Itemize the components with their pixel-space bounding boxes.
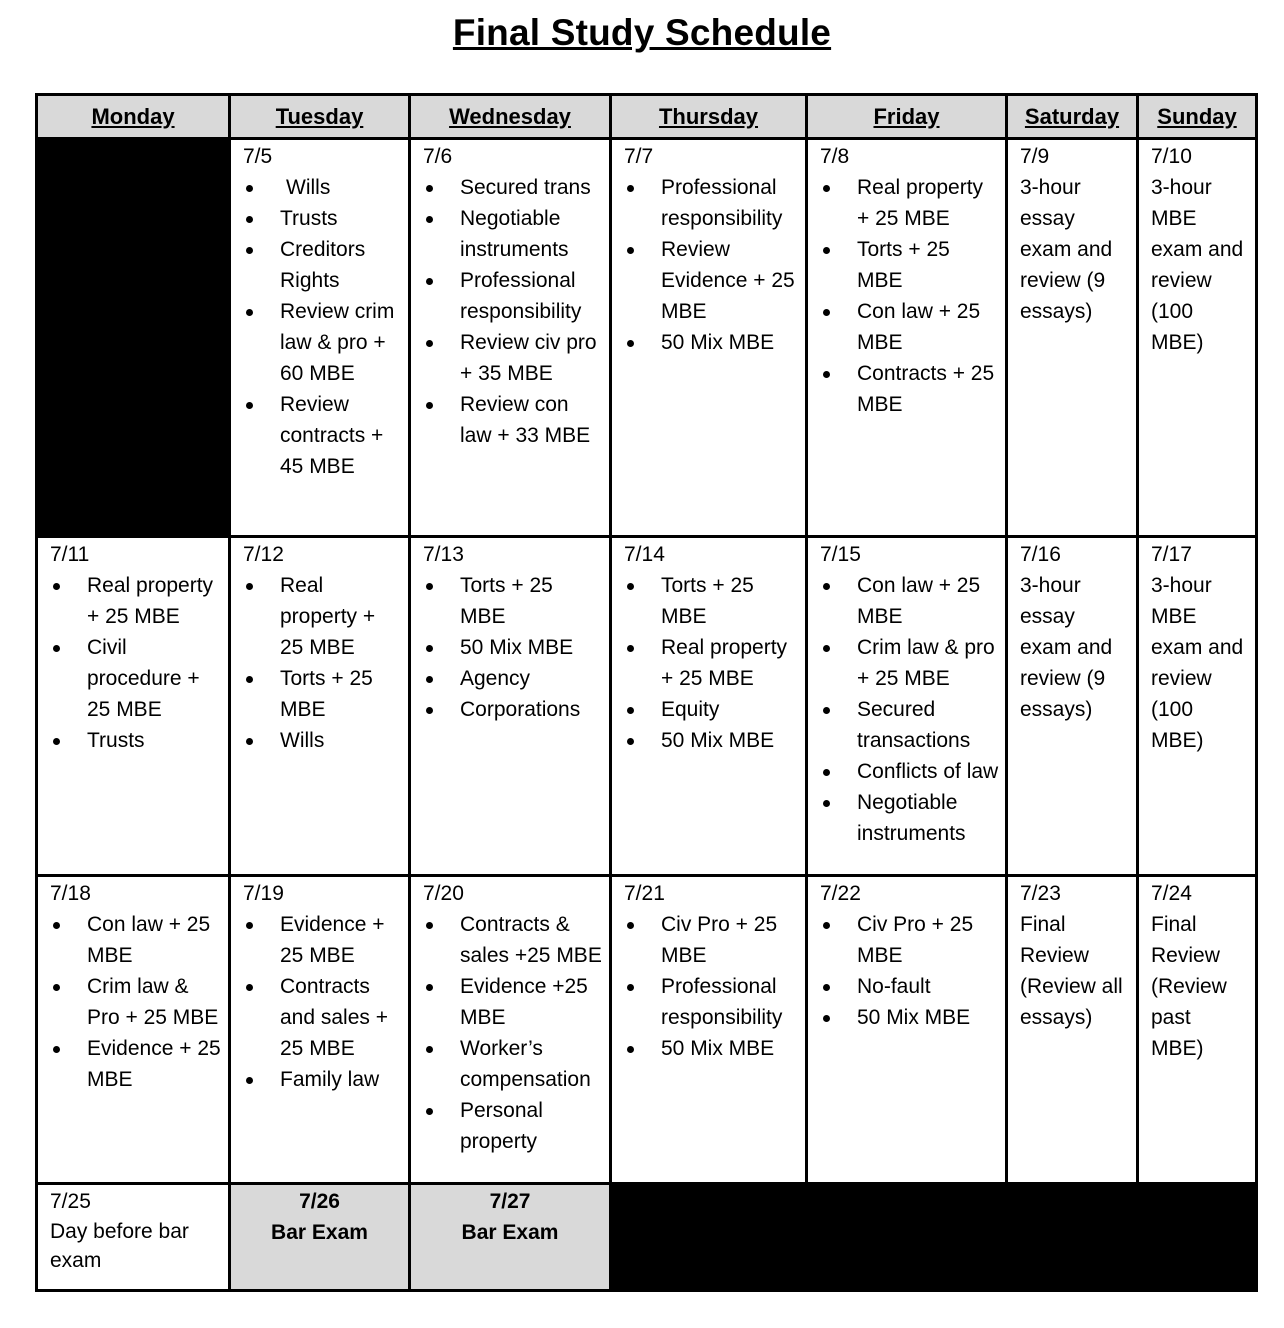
day-cell <box>230 139 410 537</box>
task-list <box>423 172 603 451</box>
task-item: Crim law & pro + 25 MBE <box>820 632 999 694</box>
day-date: 7/6 <box>423 145 453 168</box>
blank-day-cell <box>611 1184 1257 1291</box>
day-cell <box>1007 876 1138 1184</box>
task-item: 50 Mix MBE <box>624 1033 799 1064</box>
task-item: Torts + 25 MBE <box>423 570 603 632</box>
exam-day-cell <box>410 1184 611 1291</box>
day-date: 7/14 <box>624 543 665 566</box>
task-item: Con law + 25 MBE <box>820 570 999 632</box>
task-item: Wills <box>243 172 402 203</box>
task-item: Evidence +25 MBE <box>423 971 603 1033</box>
day-date: 7/22 <box>820 882 861 905</box>
day-date: 7/17 <box>1151 543 1192 566</box>
day-note: Final Review (Review past MBE) <box>1151 913 1227 1060</box>
task-item: Evidence + 25 MBE <box>50 1033 222 1095</box>
day-cell <box>37 537 230 876</box>
task-list <box>423 909 603 1157</box>
exam-day-cell <box>230 1184 410 1291</box>
day-date: 7/26 <box>299 1190 340 1213</box>
header-row <box>37 95 1257 139</box>
task-item: Professional responsibility <box>624 172 799 234</box>
day-cell <box>37 876 230 1184</box>
task-item: Creditors Rights <box>243 234 402 296</box>
day-date: 7/16 <box>1020 543 1061 566</box>
task-item: Negotiable instruments <box>820 787 999 849</box>
task-item: Real property + 25 MBE <box>50 570 222 632</box>
day-date: 7/18 <box>50 882 91 905</box>
blank-day-cell <box>37 139 230 537</box>
task-item: Agency <box>423 663 603 694</box>
task-item: Professional responsibility <box>624 971 799 1033</box>
task-item: 50 Mix MBE <box>624 327 799 358</box>
exam-label: Bar Exam <box>271 1221 368 1244</box>
day-date: 7/8 <box>820 145 850 168</box>
task-item: Wills <box>243 725 402 756</box>
day-cell <box>1138 876 1257 1184</box>
task-list <box>820 172 999 420</box>
task-item: 50 Mix MBE <box>820 1002 999 1033</box>
day-cell <box>807 139 1007 537</box>
day-date: 7/12 <box>243 543 284 566</box>
day-cell <box>1138 537 1257 876</box>
week-row <box>37 537 1257 876</box>
day-cell <box>410 139 611 537</box>
task-item: Con law + 25 MBE <box>50 909 222 971</box>
week-row <box>37 876 1257 1184</box>
task-item: Civ Pro + 25 MBE <box>624 909 799 971</box>
task-item: Contracts + 25 MBE <box>820 358 999 420</box>
day-date: 7/21 <box>624 882 665 905</box>
task-item: Torts + 25 MBE <box>243 663 402 725</box>
day-note: 3-hour essay exam and review (9 essays) <box>1020 574 1113 721</box>
header-day: Tuesday <box>230 95 410 139</box>
task-item: Civil procedure + 25 MBE <box>50 632 222 725</box>
task-item: 50 Mix MBE <box>423 632 603 663</box>
day-cell <box>1007 139 1138 537</box>
day-date: 7/23 <box>1020 882 1061 905</box>
day-cell <box>410 876 611 1184</box>
task-item: Trusts <box>50 725 222 756</box>
task-item: Worker’s compensation <box>423 1033 603 1095</box>
task-item: No-fault <box>820 971 999 1002</box>
task-item: Contracts & sales +25 MBE <box>423 909 603 971</box>
header-day: Friday <box>807 95 1007 139</box>
day-note: 3-hour MBE exam and review (100 MBE) <box>1151 574 1244 752</box>
task-list <box>423 570 603 725</box>
task-list <box>820 570 999 849</box>
day-note: 3-hour MBE exam and review (100 MBE) <box>1151 176 1244 354</box>
day-date: 7/9 <box>1020 145 1050 168</box>
task-list <box>624 570 799 756</box>
day-cell <box>1007 537 1138 876</box>
task-item: Real property + 25 MBE <box>243 570 402 663</box>
day-cell <box>611 876 807 1184</box>
day-date: 7/10 <box>1151 145 1192 168</box>
task-list <box>50 570 222 756</box>
day-date: 7/5 <box>243 145 273 168</box>
task-item: Civ Pro + 25 MBE <box>820 909 999 971</box>
task-list <box>243 172 402 482</box>
header-day: Saturday <box>1007 95 1138 139</box>
task-item: Review crim law & pro + 60 MBE <box>243 296 402 389</box>
task-item: Equity <box>624 694 799 725</box>
task-item: Review contracts + 45 MBE <box>243 389 402 482</box>
week-row <box>37 139 1257 537</box>
day-cell <box>230 876 410 1184</box>
header-day: Wednesday <box>410 95 611 139</box>
task-item: Corporations <box>423 694 603 725</box>
header-day: Monday <box>37 95 230 139</box>
task-list <box>624 909 799 1064</box>
task-item: Secured trans <box>423 172 603 203</box>
task-list <box>50 909 222 1095</box>
task-list <box>243 570 402 756</box>
task-item: Contracts and sales + 25 MBE <box>243 971 402 1064</box>
day-date: 7/15 <box>820 543 861 566</box>
task-list <box>243 909 402 1095</box>
day-date: 7/13 <box>423 543 464 566</box>
task-list <box>624 172 799 358</box>
day-date: 7/19 <box>243 882 284 905</box>
day-note: Day before bar exam <box>50 1220 189 1272</box>
task-item: 50 Mix MBE <box>624 725 799 756</box>
task-item: Trusts <box>243 203 402 234</box>
task-item: Negotiable instruments <box>423 203 603 265</box>
day-date: 7/25 <box>50 1190 91 1213</box>
task-item: Professional responsibility <box>423 265 603 327</box>
task-item: Review con law + 33 MBE <box>423 389 603 451</box>
task-item: Review Evidence + 25 MBE <box>624 234 799 327</box>
day-cell <box>611 139 807 537</box>
header-day: Sunday <box>1138 95 1257 139</box>
day-note: Final Review (Review all essays) <box>1020 913 1123 1029</box>
day-cell <box>230 537 410 876</box>
task-item: Real property + 25 MBE <box>624 632 799 694</box>
task-item: Family law <box>243 1064 402 1095</box>
day-date: 7/20 <box>423 882 464 905</box>
task-item: Evidence + 25 MBE <box>243 909 402 971</box>
week-row <box>37 1184 1257 1291</box>
task-item: Secured transactions <box>820 694 999 756</box>
day-date: 7/27 <box>489 1190 531 1213</box>
day-cell <box>410 537 611 876</box>
exam-label: Bar Exam <box>461 1221 559 1244</box>
day-date: 7/7 <box>624 145 654 168</box>
task-list <box>820 909 999 1033</box>
day-date: 7/24 <box>1151 882 1192 905</box>
task-item: Personal property <box>423 1095 603 1157</box>
task-item: Crim law & Pro + 25 MBE <box>50 971 222 1033</box>
day-note: 3-hour essay exam and review (9 essays) <box>1020 176 1113 323</box>
day-cell <box>37 1184 230 1291</box>
day-date: 7/11 <box>50 543 90 566</box>
page-title: Final Study Schedule <box>452 12 832 53</box>
header-day: Thursday <box>611 95 807 139</box>
day-cell <box>611 537 807 876</box>
task-item: Torts + 25 MBE <box>820 234 999 296</box>
task-item: Review civ pro + 35 MBE <box>423 327 603 389</box>
schedule-table <box>35 93 1258 1292</box>
day-cell <box>807 537 1007 876</box>
task-item: Con law + 25 MBE <box>820 296 999 358</box>
day-cell <box>807 876 1007 1184</box>
task-item: Real property + 25 MBE <box>820 172 999 234</box>
day-cell <box>1138 139 1257 537</box>
task-item: Torts + 25 MBE <box>624 570 799 632</box>
task-item: Conflicts of law <box>820 756 999 787</box>
